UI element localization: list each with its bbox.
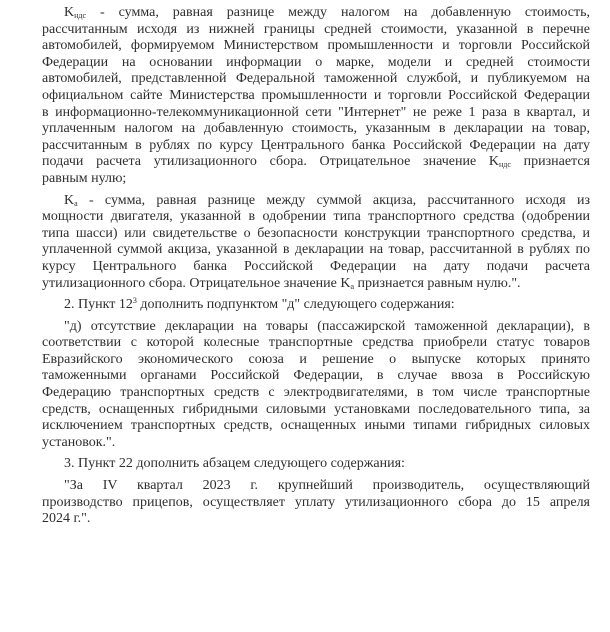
paragraph-item-2-heading	[42, 297, 590, 314]
text-segment: автомобилей, формируемом Министерством промышленности и торговли Российской	[42, 38, 590, 54]
text-segment: - сумма, равная разнице между налогом на добавленную стоимость,	[86, 5, 590, 20]
text-segment: "За IV квартал 2023 г. крупнейший производитель, осуществляющий	[64, 478, 590, 494]
text-segment: уплаченной суммой акциза, указанной в декларации на товар, рассчитанной в рублях по	[42, 242, 590, 258]
text-line	[42, 297, 590, 314]
text-segment: 2. Пункт 12	[64, 297, 133, 313]
text-line	[42, 319, 590, 336]
text-segment: уплаченным налогом на добавленную стоимость, указанным в декларации на товар,	[42, 121, 590, 137]
text-line	[42, 276, 590, 293]
text-segment: K	[64, 5, 75, 20]
subscript: а	[350, 281, 355, 291]
text-line	[42, 402, 590, 419]
text-line	[42, 121, 590, 138]
text-segment: дополнить подпунктом "д" следующего содержания:	[136, 297, 455, 313]
text-segment: исключением транспортных средств, оснащенных иными типами гибридных силовых	[42, 418, 590, 434]
paragraph-k-a-definition	[42, 193, 590, 293]
superscript: 3	[132, 296, 137, 306]
text-line	[42, 495, 590, 512]
text-line	[42, 5, 590, 22]
text-line	[42, 259, 590, 276]
text-segment: Евразийского экономического союза и решение о выпуске которых принято	[42, 351, 590, 367]
text-segment: курсу Центрального банка Российской Федерации на дату подачи расчета	[42, 258, 590, 274]
text-segment: равным нулю;	[42, 170, 127, 186]
text-segment: 2024 г.".	[42, 511, 91, 527]
text-segment: признается	[510, 154, 590, 170]
text-line	[42, 385, 590, 402]
text-segment: установок.".	[42, 434, 116, 450]
text-line	[42, 193, 590, 210]
text-line	[42, 335, 590, 352]
paragraph-subitem-d	[42, 319, 590, 452]
text-line	[42, 171, 590, 188]
text-segment: - сумма, равная разнице между суммой акциза, рассчитанного исходя из	[77, 192, 590, 208]
document-body	[42, 5, 590, 533]
paragraph-k-nds-definition	[42, 5, 590, 188]
text-line	[42, 154, 590, 171]
text-segment: типа шасси) или свидетельстве о безопасности конструкции транспортного средства, и	[42, 225, 590, 241]
text-segment: утилизационного сбора. Отрицательное значение K	[42, 275, 351, 291]
text-line	[42, 71, 590, 88]
text-segment: производство прицепов, осуществляет уплату утилизационного сбора до 15 апреля	[42, 494, 590, 510]
text-line	[42, 55, 590, 72]
text-segment: автомобилей, представленной Федеральной таможенной службой, и публикуемом на	[42, 71, 590, 87]
subscript: ндс	[74, 11, 87, 20]
text-line	[42, 435, 590, 452]
text-line	[42, 88, 590, 105]
text-line	[42, 105, 590, 122]
text-segment: Федерацию транспортных средств с электродвигателями, в том числе транспортные	[42, 385, 590, 401]
text-line	[42, 22, 590, 39]
text-line	[42, 478, 590, 495]
text-segment: рассчитанным в рублях по курсу Центрального банка Российской Федерации на дату	[42, 137, 590, 153]
text-segment: подачи расчета утилизационного сбора. Отрицательное значение K	[42, 154, 499, 170]
text-segment: таможенными органами Российской Федерации, в случае ввоза в Российскую	[42, 368, 590, 384]
text-line	[42, 226, 590, 243]
text-segment: признается равным нулю.".	[354, 275, 521, 291]
text-line	[42, 138, 590, 155]
text-segment: "д) отсутствие декларации на товары (пассажирской таможенной декларации), в	[64, 318, 590, 334]
paragraph-item-3-heading	[42, 456, 590, 473]
text-line	[42, 368, 590, 385]
text-segment: в информационно-телекоммуникационной сети "Интернет" не реже 1 раза в квартал, и	[42, 104, 590, 120]
text-segment: мощности двигателя, указанной в одобрении типа транспортного средства (одобрении	[42, 209, 590, 225]
text-segment: Федерации на основании информации о марке, модели и средней стоимости	[42, 54, 590, 70]
text-line	[42, 242, 590, 259]
text-line	[42, 418, 590, 435]
subscript: а	[74, 198, 78, 208]
text-line	[42, 511, 590, 528]
text-segment: 3. Пункт 22 дополнить абзацем следующего содержания:	[64, 456, 405, 472]
text-line	[42, 38, 590, 55]
text-segment: рассчитанным исходя из нижней границы средней стоимости, указанной в перечне	[42, 21, 590, 37]
text-line	[42, 456, 590, 473]
text-line	[42, 209, 590, 226]
text-segment: средств, оснащенных гибридными силовыми установками последовательного типа, за	[42, 401, 590, 417]
text-segment: соответствии с которой колесные транспортные средства приобрели статус товаров	[42, 335, 590, 351]
text-line	[42, 352, 590, 369]
paragraph-item-3-text	[42, 478, 590, 528]
text-segment: K	[64, 192, 75, 208]
subscript: ндс	[499, 160, 511, 170]
text-segment: официальном сайте Министерства промышленности и торговли Российской Федерации	[42, 87, 590, 103]
